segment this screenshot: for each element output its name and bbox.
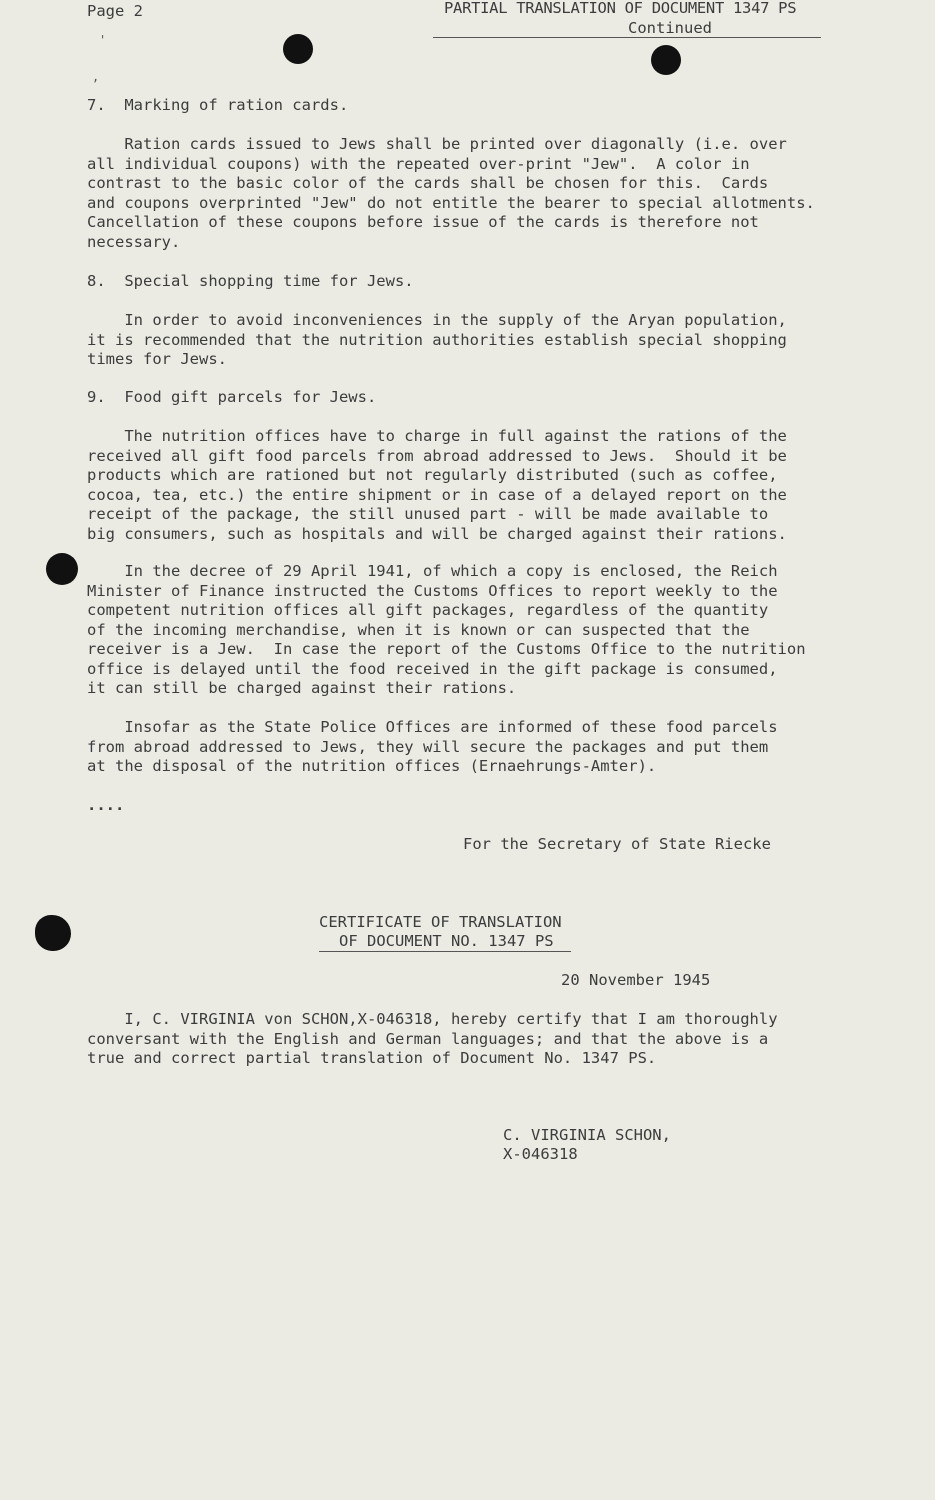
certificate-subtitle: OF DOCUMENT NO. 1347 PS <box>339 932 554 950</box>
section-9-paragraph-3: Insofar as the State Police Offices are informed of these food parcels from abroad addressed to Jews, they will secure the packages and put them at the disposal of the nutrition offices (Ernaehrungs-Amter). <box>87 718 778 775</box>
signoff: For the Secretary of State Riecke <box>463 835 771 853</box>
certificate-title: CERTIFICATE OF TRANSLATION <box>319 913 562 931</box>
header-rule <box>433 37 821 38</box>
section-9-paragraph-1: The nutrition offices have to charge in full against the rations of the received all gift food parcels from abroad addressed to Jews. Should it be products which are rationed but not regularly distributed (such as coffee, cocoa, tea, etc.) the entire shipment or in case of a delayed report on the receipt of the package, the still unused part - will be made available to big consumers, such as hospitals and will be charged against their rations. <box>87 427 787 543</box>
section-7-heading: 7. Marking of ration cards. <box>87 96 349 114</box>
certificate-body: I, C. VIRGINIA von SCHON,X-046318, hereby certify that I am thoroughly conversant with the English and German languages; and that the above is a true and correct partial translation of Document No. 1347 PS. <box>87 1010 778 1067</box>
signature-id: X-046318 <box>503 1145 578 1163</box>
punch-hole <box>46 553 78 585</box>
signature-name: C. VIRGINIA SCHON, <box>503 1126 671 1144</box>
section-9-heading: 9. Food gift parcels for Jews. <box>87 388 377 406</box>
section-8-body: In order to avoid inconveniences in the supply of the Aryan population, it is recommended that the nutrition authorities establish special shopping times for Jews. <box>87 311 787 368</box>
punch-hole <box>651 45 681 75</box>
page-number: Page 2 <box>87 2 143 20</box>
section-9-paragraph-2: In the decree of 29 April 1941, of which a copy is enclosed, the Reich Minister of Finance instructed the Customs Offices to report weekly to the competent nutrition offices all gift packages, regardless of the quantity of the incoming merchandise, when it is known or can suspected that the receiver is a Jew. In case the report of the Customs Office to the nutrition office is delayed until the food received in the gift package is consumed, it can still be charged against their rations. <box>87 562 806 697</box>
certificate-rule <box>319 951 571 952</box>
document-title: PARTIAL TRANSLATION OF DOCUMENT 1347 PS <box>444 0 797 17</box>
stray-mark: , <box>92 70 100 84</box>
punch-hole <box>35 915 71 951</box>
punch-hole <box>283 34 313 64</box>
document-subtitle: Continued <box>628 19 712 37</box>
section-8-heading: 8. Special shopping time for Jews. <box>87 272 414 290</box>
stray-mark: ' <box>99 33 107 47</box>
certificate-date: 20 November 1945 <box>561 971 711 989</box>
ellipsis: .... <box>87 796 125 814</box>
section-7-body: Ration cards issued to Jews shall be printed over diagonally (i.e. over all individual coupons) with the repeated over-print "Jew". A color in contrast to the basic color of the cards shall be chosen for this. Cards and coupons overprinted "Jew" do not entitle the bearer to special allotments. Cancellation of these coupons before issue of the cards is therefore not necessary. <box>87 135 815 251</box>
